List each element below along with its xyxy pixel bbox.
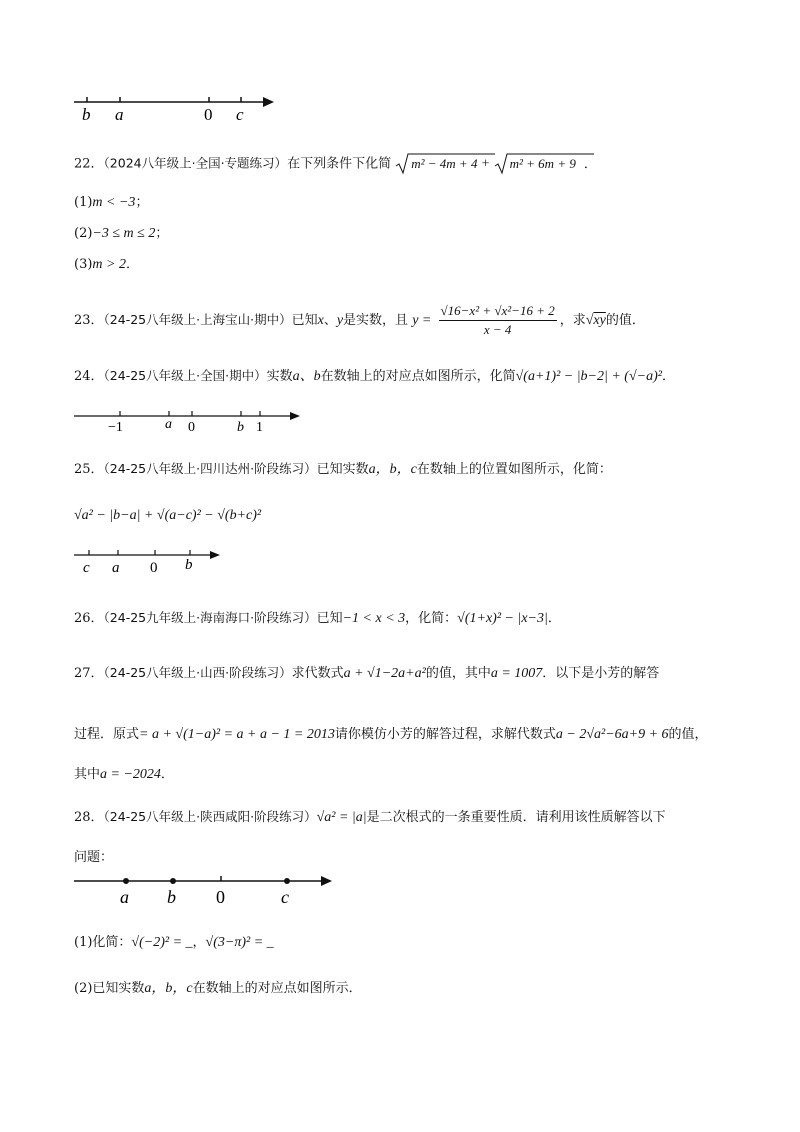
question-source: （2024八年级上·全国·专题练习）: [103, 155, 288, 171]
question-text: ．以下是小芳的解答: [542, 666, 660, 681]
math-expression: √(1+x)² − |x−3|: [457, 611, 548, 626]
q24-number-line: [74, 406, 304, 436]
question-text: 在下列条件下化简: [287, 156, 392, 172]
question-text: 是二次根式的一条重要性质．请利用该性质解答以下: [366, 810, 666, 825]
variables: a、b: [292, 369, 321, 384]
numberline-label-a: a: [115, 105, 124, 124]
variables: a，b，c: [368, 462, 417, 477]
q24-stem: [74, 367, 675, 386]
fraction-numerator: √16−x² + √x²−16 + 2: [439, 302, 557, 321]
q23-stem: 23．（24-25八年级上·上海宝山·期中）已知x、y是实数，且 y = $\frac{\text{√16−x² + √x²−16 + 2}}{x - 4}$ ，求√xy的值．: [74, 303, 645, 337]
question-number: 27．: [74, 666, 104, 681]
question-text: 在数轴上的对应点如图所示．: [192, 981, 362, 996]
period: ．: [661, 369, 675, 384]
numberline-label-zero: 0: [216, 887, 225, 907]
question-text: 其中: [74, 767, 101, 782]
question-text: 求代数式: [291, 666, 344, 681]
part-label: (3): [74, 257, 93, 272]
part-label: (2)已知实数: [74, 981, 145, 996]
numberline-label-one: 1: [256, 420, 263, 435]
q25-number-line: [74, 545, 224, 577]
q27-line-2: [74, 726, 708, 744]
question-number: 26．: [74, 611, 104, 626]
q25-expression: [74, 507, 261, 525]
question-source: （24-25八年级上·上海宝山·期中）: [103, 312, 292, 327]
fraction-denominator: x − 4: [483, 322, 512, 337]
numberline-label-zero: 0: [188, 420, 195, 435]
numberline-label-c: c: [281, 887, 289, 907]
q22-stem: 22．（2024八年级上·全国·专题练习）在下列条件下化简 m² − 4m + 4 + m² + 6m + 9 ．: [74, 152, 597, 176]
part-condition: −3 ≤ m ≤ 2: [92, 226, 156, 241]
question-text: 问题：: [74, 850, 114, 865]
question-number: 25．: [74, 462, 104, 477]
math-expression: √a² = |a|: [316, 810, 367, 825]
part-end: ．: [125, 257, 139, 272]
numberline-label-b: b: [237, 420, 244, 435]
q22-part-1: [74, 194, 148, 212]
question-text: 已知: [291, 313, 318, 328]
question-number: 28．: [74, 810, 104, 825]
math-expression: √(−2)² = _: [131, 935, 193, 950]
variable-y: y: [336, 313, 344, 328]
question-number: 22．: [74, 156, 104, 172]
numberline-label-c: c: [236, 105, 244, 124]
math-expression: a − 2√a²−6a+9 + 6: [555, 727, 669, 742]
question-source: （24-25八年级上·四川达州·阶段练习）: [103, 461, 317, 476]
numberline-label-zero: 0: [204, 105, 213, 124]
part-label: (1)化简：: [74, 935, 132, 950]
math-condition: −1 < x < 3: [342, 611, 406, 626]
question-text: 的值，: [668, 727, 708, 742]
q27-line-3: [74, 766, 174, 784]
question-source: （24-25九年级上·海南海口·阶段练习）: [103, 610, 317, 625]
question-text: 请你模仿小芳的解答过程，求解代数式: [334, 727, 556, 742]
question-text: ，化简：: [405, 611, 458, 626]
question-number: 24．: [74, 369, 104, 384]
period: ．: [547, 611, 561, 626]
fraction: [439, 302, 557, 339]
numberline-label-a: a: [112, 560, 120, 576]
math-expression: = a + √(1−a)² = a + a − 1 = 2013: [139, 727, 335, 742]
q28-stem: [74, 808, 666, 827]
question-text: 已知: [316, 611, 343, 626]
equation-lhs: y =: [412, 313, 432, 328]
radicand-xy: xy: [593, 313, 606, 328]
variables: a，b，c: [144, 981, 193, 996]
variable-x: x: [317, 313, 324, 328]
q27-stem: [74, 664, 659, 683]
numberline-label-b: b: [185, 557, 193, 573]
question-text: 在数轴上的位置如图所示，化简：: [416, 462, 612, 477]
part-condition: m < −3: [92, 195, 136, 210]
question-text: 过程．原式: [74, 727, 140, 742]
question-text: 已知实数: [316, 462, 369, 477]
given-value: a = 1007: [490, 666, 543, 681]
part-end: ；: [155, 226, 169, 241]
numberline-label-b: b: [167, 887, 176, 907]
separator: ，: [192, 935, 206, 950]
separator: 、: [323, 313, 337, 328]
question-source: （24-25八年级上·陕西咸阳·阶段练习）: [103, 809, 317, 824]
numberline-label-c: c: [83, 560, 90, 576]
part-end: ；: [135, 195, 149, 210]
question-source: （24-25八年级上·全国·期中）: [103, 368, 267, 383]
question-source: （24-25八年级上·山西·阶段练习）: [103, 665, 292, 680]
question-text: 的值，其中: [425, 666, 491, 681]
period: ．: [160, 767, 174, 782]
q25-stem: [74, 460, 612, 479]
q22-part-2: [74, 225, 168, 243]
question-text: 的值．: [605, 313, 645, 328]
q28-part-1: [74, 934, 274, 952]
numberline-label-neg-one: −1: [108, 420, 123, 435]
numberline-label-a: a: [165, 417, 172, 432]
question-number: 23．: [74, 313, 104, 328]
question-text: 是实数，且: [343, 313, 409, 328]
math-expression: √(a+1)² − |b−2| + (√−a)²: [515, 369, 662, 384]
q28-number-line: [74, 872, 336, 910]
top-number-line: [70, 92, 280, 126]
part-condition: m > 2: [92, 257, 126, 272]
numberline-label-b: b: [82, 105, 91, 124]
radicand-1: m² − 4m + 4: [411, 155, 478, 171]
q28-line-2: [74, 849, 113, 867]
math-expression: √(3−π)² = _: [205, 935, 274, 950]
part-label: (2): [74, 226, 93, 241]
question-text: 实数: [266, 369, 293, 384]
q22-part-3: [74, 256, 139, 274]
period: ．: [583, 156, 597, 172]
math-expression: √a² − |b−a| + √(a−c)² − √(b+c)²: [74, 508, 262, 523]
math-expression: a + √1−2a+a²: [343, 666, 426, 681]
numberline-label-zero: 0: [150, 560, 158, 576]
question-text: 在数轴上的对应点如图所示，化简: [320, 369, 516, 384]
q28-part-2: [74, 980, 362, 998]
radicand-2: m² + 6m + 9: [509, 155, 576, 171]
q26-stem: [74, 609, 561, 628]
numberline-label-a: a: [120, 887, 129, 907]
math-expression: a = −2024: [100, 767, 161, 782]
question-text: ，求: [559, 313, 586, 328]
part-label: (1): [74, 195, 93, 210]
